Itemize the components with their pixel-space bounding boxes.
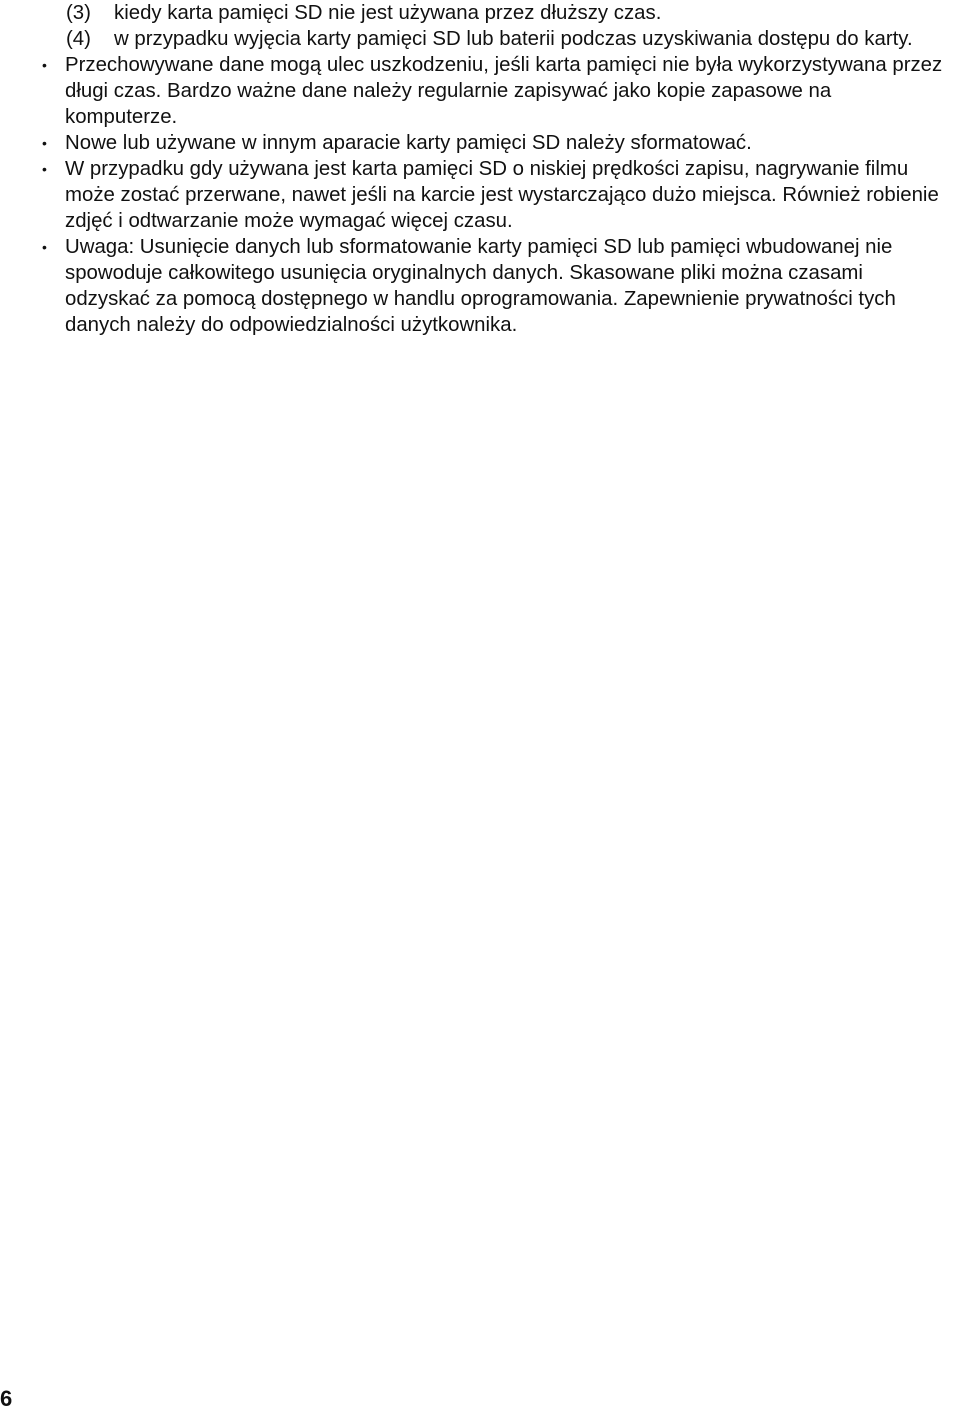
- bullet-item: [18, 234, 948, 338]
- numbered-list: [18, 0, 948, 52]
- page-number: 6: [0, 1386, 13, 1411]
- bullet-icon: •: [42, 239, 47, 255]
- bullet-text: Uwaga: Usunięcie danych lub sformatowanie karty pamięci SD lub pamięci wbudowanej nie spowoduje całkowitego usunięcia oryginalnych danych. Skasowane pliki można czasami odzyskać za pomocą dostępnego w handlu oprogramowania. Zapewnienie prywatności tych danych należy do odpowiedzialności użytkownika.: [65, 236, 896, 336]
- bullet-text: W przypadku gdy używana jest karta pamięci SD o niskiej prędkości zapisu, nagrywanie filmu może zostać przerwane, nawet jeśli na karcie jest wystarczająco dużo miejsca. Również robienie zdjęć i odtwarzanie może wymagać więcej czasu.: [65, 158, 939, 232]
- bullet-item: [18, 130, 948, 156]
- page-content: [18, 0, 948, 338]
- bullet-icon: •: [42, 135, 47, 151]
- bullet-list: [18, 52, 948, 338]
- numbered-item: [18, 26, 948, 52]
- item-number: (3): [66, 2, 91, 24]
- item-number: (4): [66, 28, 91, 50]
- item-text: w przypadku wyjęcia karty pamięci SD lub baterii podczas uzyskiwania dostępu do karty.: [114, 28, 913, 50]
- item-text: kiedy karta pamięci SD nie jest używana przez dłuższy czas.: [114, 2, 662, 24]
- bullet-text: Przechowywane dane mogą ulec uszkodzeniu, jeśli karta pamięci nie była wykorzystywana przez długi czas. Bardzo ważne dane należy regularnie zapisywać jako kopie zapasowe na komputerze.: [65, 54, 943, 128]
- bullet-text: Nowe lub używane w innym aparacie karty pamięci SD należy sformatować.: [65, 132, 752, 154]
- bullet-item: [18, 156, 948, 234]
- bullet-icon: •: [42, 161, 47, 177]
- numbered-item: [18, 0, 948, 26]
- bullet-item: [18, 52, 948, 130]
- bullet-icon: •: [42, 57, 47, 73]
